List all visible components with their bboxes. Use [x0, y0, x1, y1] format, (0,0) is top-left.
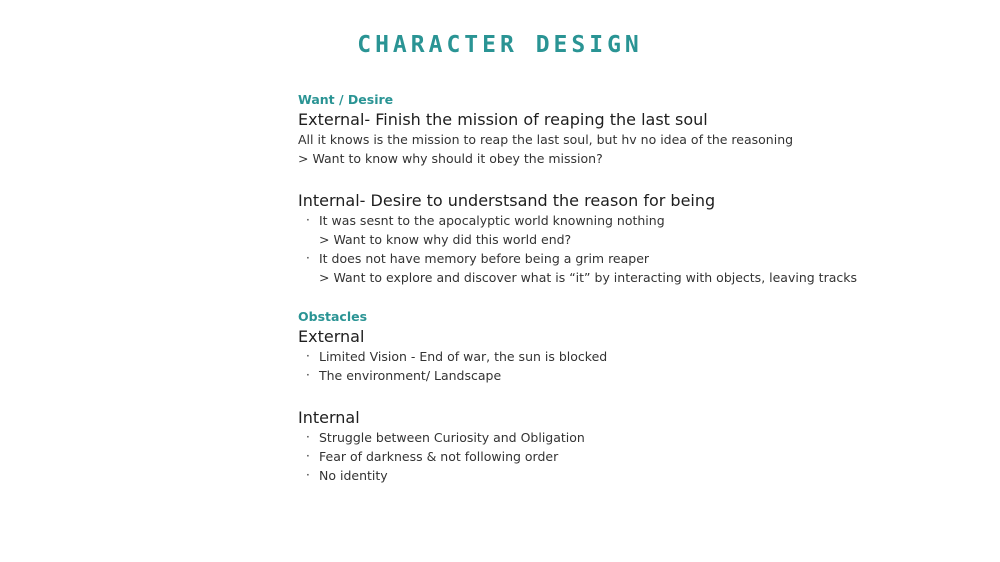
list-sub-item: > Want to explore and discover what is “it” by interacting with objects, leaving tracks — [319, 270, 857, 285]
list-item — [298, 347, 988, 366]
bullet-icon: · — [306, 368, 310, 382]
section-label-want: Want / Desire — [298, 92, 394, 107]
list-item-text: Limited Vision - End of war, the sun is blocked — [319, 349, 608, 364]
bullet-icon: · — [306, 349, 310, 363]
bullet-icon: · — [306, 430, 310, 444]
list-item-text: The environment/ Landscape — [319, 368, 502, 383]
content-body — [298, 90, 988, 485]
list-item — [298, 447, 988, 466]
want-external-line: All it knows is the mission to reap the last soul, but hv no idea of the reasoning — [298, 132, 794, 147]
page-title: CHARACTER DESIGN — [357, 32, 643, 58]
list-item-text: Struggle between Curiosity and Obligation — [319, 430, 585, 445]
list-item-text: It was sesnt to the apocalyptic world knowning nothing — [319, 213, 665, 228]
want-external-heading: External- Finish the mission of reaping the last soul — [298, 110, 708, 129]
list-item-text: It does not have memory before being a grim reaper — [319, 251, 650, 266]
want-external-line: > Want to know why should it obey the mission? — [298, 151, 603, 166]
list-item — [298, 249, 988, 268]
list-item-text: Fear of darkness & not following order — [319, 449, 559, 464]
bullet-icon: · — [306, 251, 310, 265]
list-item — [298, 366, 988, 385]
list-item — [298, 211, 988, 230]
list-item-text: No identity — [319, 468, 388, 483]
obstacles-external-heading: External — [298, 327, 365, 346]
section-label-obstacles: Obstacles — [298, 309, 368, 324]
bullet-icon: · — [306, 468, 310, 482]
obstacles-internal-heading: Internal — [298, 408, 360, 427]
list-item — [298, 428, 988, 447]
list-item — [298, 466, 988, 485]
bullet-icon: · — [306, 449, 310, 463]
bullet-icon: · — [306, 213, 310, 227]
list-sub-item: > Want to know why did this world end? — [319, 232, 572, 247]
want-internal-heading: Internal- Desire to understsand the reason for being — [298, 191, 716, 210]
